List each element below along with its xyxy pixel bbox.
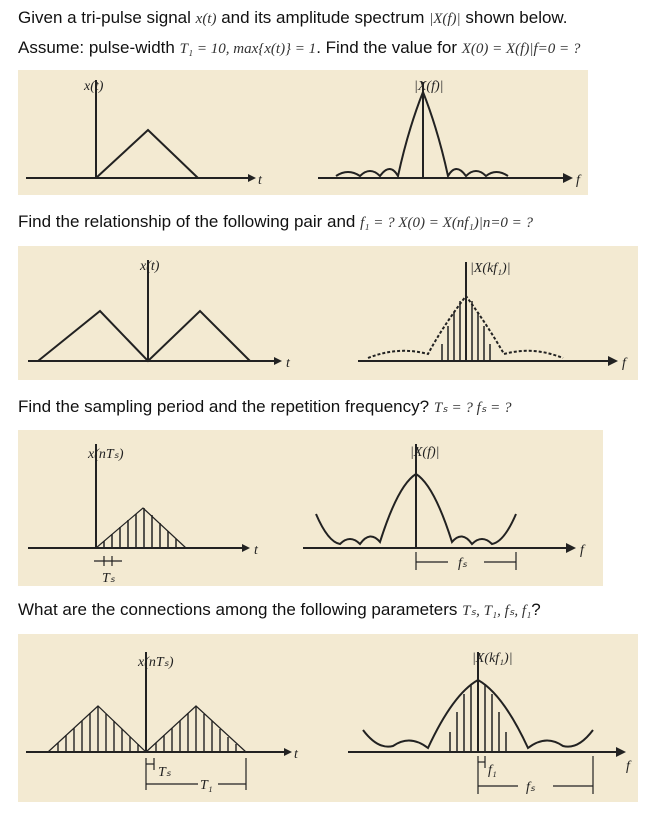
q1-find: . Find the value for (316, 38, 457, 57)
question-1-line-2 (18, 38, 580, 58)
fig1-axis-t: t (258, 173, 262, 188)
q4-math: Tₛ, T₁, fₛ, f₁ (462, 603, 532, 619)
fig4-right-label: |X(kf₁)| (472, 651, 513, 666)
figure-2 (18, 246, 638, 380)
fig2-periodic-triangles (38, 311, 250, 361)
fig4-fs-label: fₛ (526, 780, 536, 795)
fig3-axis-f: f (580, 543, 584, 558)
fig2-right-label: |X(kf₁)| (470, 261, 511, 276)
fig3-left-label: x(nTₛ) (88, 447, 124, 462)
q1-text-2: and its amplitude spectrum (221, 8, 425, 27)
fig1-triangle-pulse (96, 130, 198, 178)
fig3-right-label: |X(f)| (410, 445, 440, 460)
q4-text: What are the connections among the following parameters (18, 600, 458, 619)
q1-math-x0: X(0) = X(f)|f=0 = ? (461, 41, 581, 57)
fig1-axis-f: f (576, 173, 580, 188)
q1-math-params: T₁ = 10, max{x(t)} = 1 (179, 41, 317, 57)
figure-3 (18, 430, 603, 586)
fig3-ts-label: Tₛ (102, 571, 116, 586)
figure-4 (18, 634, 638, 802)
q2-math: f₁ = ? X(0) = X(nf₁)|n=0 = ? (360, 215, 534, 231)
q2-text: Find the relationship of the following pair and (18, 212, 356, 231)
fig4-t1-label: T₁ (200, 778, 213, 793)
q1-text: Given a tri-pulse signal (18, 8, 191, 27)
fig3-ts-marker (94, 556, 122, 566)
q3-text: Find the sampling period and the repetition frequency? (18, 397, 430, 416)
fig2-axis-t: t (286, 356, 290, 371)
fig1-right-label: |X(f)| (414, 79, 444, 94)
q1-math-spectrum: |X(f)| (429, 11, 461, 27)
q1-math-x: x(t) (195, 11, 217, 27)
fig3-fs-label: fₛ (458, 556, 468, 571)
q1-text-3: shown below. (465, 8, 568, 27)
fig2-axis-f: f (622, 356, 626, 371)
question-4 (18, 600, 541, 620)
q4-end: ? (531, 600, 541, 619)
fig4-left-label: x(nTₛ) (138, 655, 174, 670)
fig3-envelope (96, 508, 186, 548)
fig2-left-label: x(t) (140, 259, 160, 274)
question-1-line-1 (18, 8, 568, 28)
question-2 (18, 212, 533, 232)
fig4-f1-label: f₁ (488, 763, 497, 778)
question-3 (18, 397, 512, 417)
fig4-axis-t: t (294, 747, 298, 762)
figure-1 (18, 70, 588, 195)
fig1-left-label: x(t) (84, 79, 104, 94)
q3-math: Tₛ = ? fₛ = ? (433, 400, 512, 416)
q1-assume: Assume: pulse-width (18, 38, 175, 57)
fig3-axis-t: t (254, 543, 258, 558)
fig4-axis-f: f (626, 759, 630, 774)
fig4-ts-label: Tₛ (158, 765, 172, 780)
